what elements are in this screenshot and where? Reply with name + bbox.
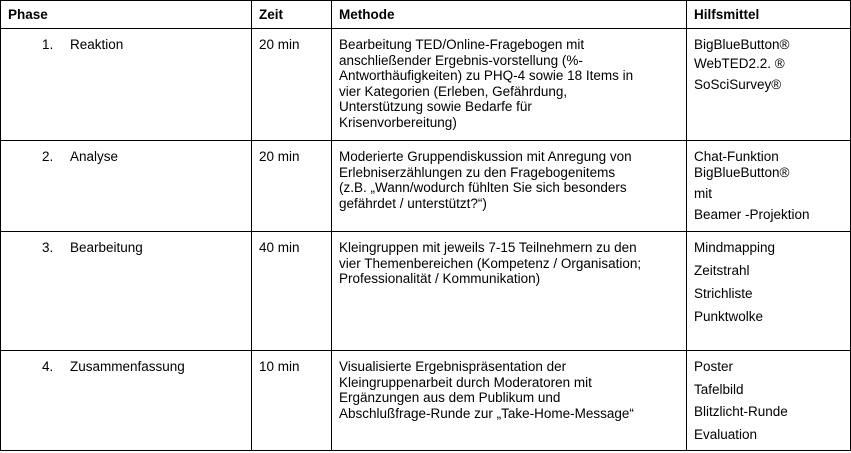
phase-cell [1, 29, 252, 141]
hilfsmittel-cell [687, 232, 851, 351]
table-row [1, 141, 851, 232]
methode-line: Moderierte Gruppendiskussion mit Anregung von [339, 149, 632, 164]
methode-line: (z.B. „Wann/wodurch fühlten Sie sich besonders [339, 180, 627, 195]
header-zeit: Zeit [252, 1, 332, 29]
hilfsmittel-item: Poster [694, 359, 734, 374]
phase-number: 1. [42, 37, 54, 52]
hilfsmittel-item: Beamer -Projektion [694, 207, 810, 222]
methode-line: Erlebniserzählungen zu den Fragebogenitems [339, 164, 616, 180]
table-row [1, 232, 851, 351]
hilfsmittel-item: WebTED2.2. ® [694, 56, 785, 71]
hilfsmittel-item: Evaluation [694, 426, 758, 442]
header-hilfsmittel: Hilfsmittel [687, 1, 851, 29]
hilfsmittel-item: Chat-Funktion [694, 149, 779, 164]
phase-label: Zusammenfassung [70, 359, 185, 374]
phase-number: 4. [42, 359, 54, 374]
hilfsmittel-item: Punktwolke [694, 309, 764, 324]
methode-cell [332, 29, 687, 141]
hilfsmittel-cell [687, 29, 851, 141]
methode-line: vier Kategorien (Erleben, Gefährdung, [339, 83, 568, 99]
methode-line: Ergänzungen aus dem Publikum und [339, 390, 561, 405]
methode-line: gefährdet / unterstützt?“) [339, 195, 487, 211]
phase-cell [1, 141, 252, 232]
phase-number: 3. [42, 240, 54, 255]
zeit-cell: 20 min [252, 29, 332, 141]
hilfsmittel-item: SoSciSurvey® [694, 77, 782, 92]
methode-line: Antworthäufigkeiten) zu PHQ-4 sowie 18 Items in [339, 68, 634, 83]
phase-cell [1, 351, 252, 451]
phase-cell [1, 232, 252, 351]
methode-line: Kleingruppenarbeit durch Moderatoren mit [339, 374, 592, 390]
methode-line: Visualisierte Ergebnispräsentation der [339, 359, 567, 374]
methode-cell [332, 351, 687, 451]
zeit-cell: 20 min [252, 141, 332, 232]
phase-number: 2. [42, 149, 54, 164]
table-row [1, 351, 851, 451]
phase-label: Reaktion [70, 37, 124, 52]
hilfsmittel-item: Mindmapping [694, 240, 776, 255]
zeit-cell: 40 min [252, 232, 332, 351]
methode-line: Unterstützung sowie Bedarfe für [339, 99, 532, 114]
hilfsmittel-cell [687, 141, 851, 232]
methode-line: Bearbeitung TED/Online-Fragebogen mit [339, 37, 585, 52]
methode-line: Krisenvorbereitung) [339, 114, 457, 130]
hilfsmittel-item: Strichliste [694, 286, 753, 301]
hilfsmittel-item: BigBlueButton® [694, 165, 790, 180]
methode-line: Professionalität / Kommunikation) [339, 271, 541, 286]
hilfsmittel-item: Tafelbild [694, 381, 744, 397]
methode-line: vier Themenbereichen (Kompetenz / Organisation; [339, 255, 642, 271]
hilfsmittel-item: BigBlueButton® [694, 37, 790, 52]
hilfsmittel-cell [687, 351, 851, 451]
methode-line: anschließender Ergebnis-vorstellung (%- [339, 52, 583, 68]
phase-label: Analyse [70, 149, 119, 164]
hilfsmittel-item: mit [694, 186, 712, 201]
methode-line: Kleingruppen mit jeweils 7-15 Teilnehmern zu den [339, 240, 637, 255]
hilfsmittel-item: Blitzlicht-Runde [694, 404, 788, 419]
methode-cell [332, 141, 687, 232]
methode-line: Abschlußfrage-Runde zur „Take-Home-Message“ [339, 405, 634, 421]
hilfsmittel-item: Zeitstrahl [694, 263, 750, 278]
table-row [1, 29, 851, 141]
header-methode: Methode [332, 1, 687, 29]
header-row [1, 1, 851, 29]
methode-cell [332, 232, 687, 351]
phase-label: Bearbeitung [70, 240, 143, 255]
header-phase: Phase [1, 1, 252, 29]
zeit-cell: 10 min [252, 351, 332, 451]
